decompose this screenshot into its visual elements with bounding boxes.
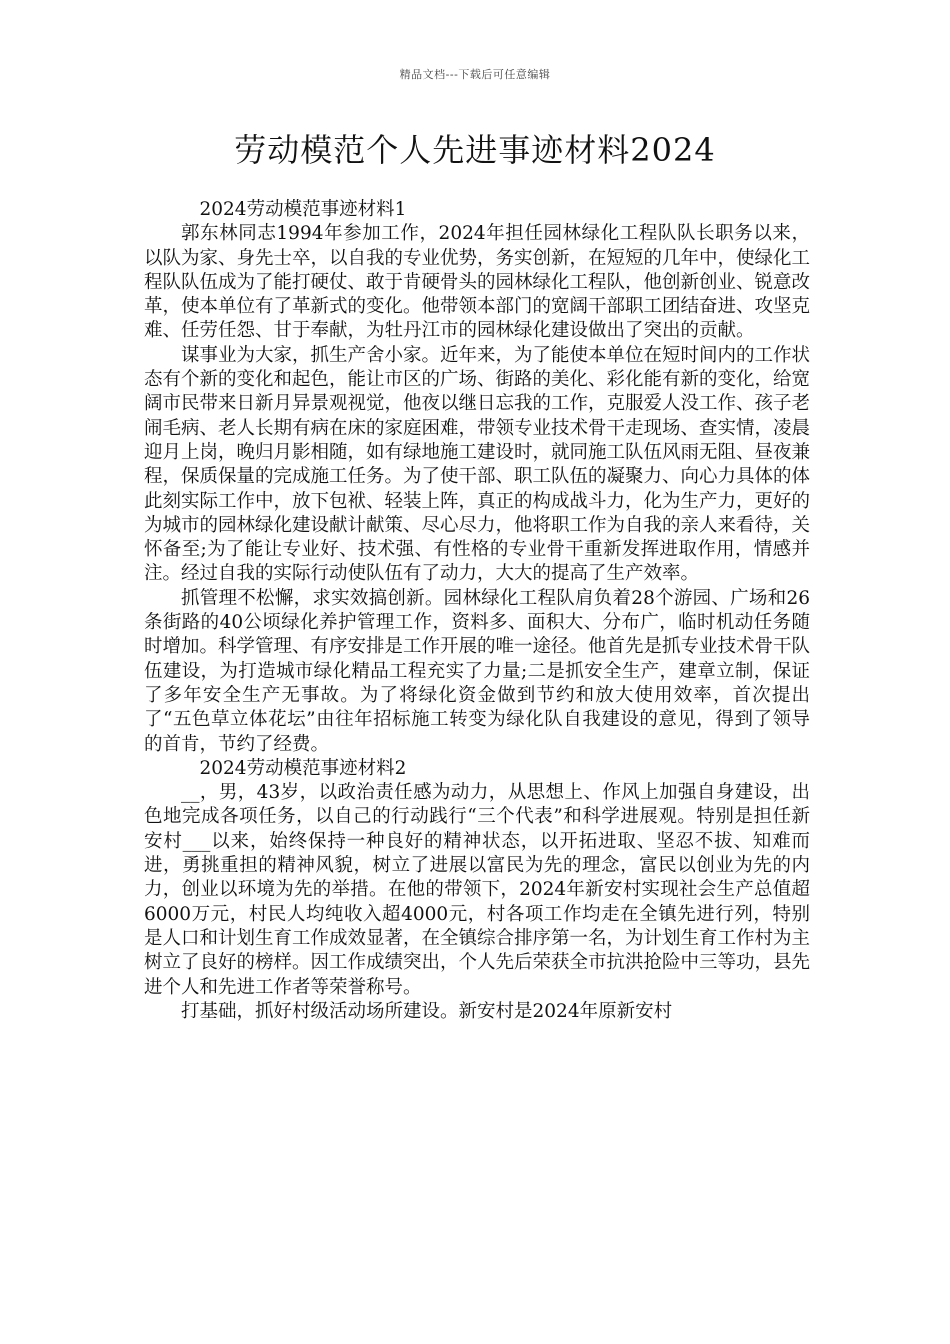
header-note: 精品文档---下载后可任意编辑 (399, 68, 551, 81)
paragraph: __，男，43岁，以政治责任感为动力，从思想上、作风上加强自身建设，出色地完成各项任务，以自己的行动践行“三个代表”和科学进展观。特别是担任新安村___以来，始终保持一种良好的精神状态，以开拓进取、坚忍不拔、知难而进，勇挑重担的精神风貌，树立了进展以富民为先的理念，富民以创业为先的内力，创业以环境为先的举措。在他的带领下，2024年新安村实现社会生产总值超6000万元，村民人均纯收入超4000元，村各项工作均走在全镇先进行列，特别是人口和计划生育工作成效显著，在全镇综合排序第一名，为计划生育工作村为主树立了良好的榜样。因工作成绩突出，个人先后荣获全市抗洪抢险中三等功，县先进个人和先进工作者等荣誉称号。 (144, 782, 811, 998)
document-body (144, 198, 810, 1024)
paragraph: 抓管理不松懈，求实效搞创新。园林绿化工程队肩负着28个游园、广场和26条街路的40公顷绿化养护管理工作，资料多、面积大、分布广，临时机动任务随时增加。科学管理、有序安排是工作开展的唯一途径。他首先是抓专业技术骨干队伍建设，为打造城市绿化精品工程充实了力量;二是抓安全生产，建章立制，保证了多年安全生产无事故。为了将绿化资金做到节约和放大使用效率，首次提出了“五色草立体花坛”由往年招标施工转变为绿化队自我建设的意见，得到了领导的首肯，节约了经费。 (144, 587, 811, 755)
paragraph: 谋事业为大家，抓生产舍小家。近年来，为了能使本单位在短时间内的工作状态有个新的变化和起色，能让市区的广场、街路的美化、彩化能有新的变化，给宽阔市民带来日新月异景观视觉，他夜以继日忘我的工作，克服爱人没工作、孩子老闹毛病、老人长期有病在床的家庭困难，带领专业技术骨干走现场、查实情，凌晨迎月上岗，晚归月影相随，如有绿地施工建设时，就同施工队伍风雨无阻、昼夜兼程，保质保量的完成施工任务。为了使干部、职工队伍的凝聚力、向心力具体的体此刻实际工作中，放下包袱、轻装上阵，真正的构成战斗力，化为生产力，更好的为城市的园林绿化建设献计献策、尽心尽力，他将职工作为自我的亲人来看待，关怀备至;为了能让专业好、技术强、有性格的专业骨干重新发挥进取作用，情感并注。经过自我的实际行动使队伍有了动力，大大的提高了生产效率。 (144, 344, 811, 585)
paragraph: 打基础，抓好村级活动场所建设。新安村是2024年原新安村 (181, 1000, 673, 1022)
section-heading-1: 2024劳动模范事迹材料1 (199, 199, 407, 220)
document-title: 劳动模范个人先进事迹材料2024 (234, 131, 716, 169)
paragraph: 郭东林同志1994年参加工作，2024年担任园林绿化工程队队长职务以来，以队为家、身先士卒，以自我的专业优势，务实创新，在短短的几年中，使绿化工程队队伍成为了能打硬仗、敢于肯硬骨头的园林绿化工程队，他创新创业、锐意改革，使本单位有了革新式的变化。他带领本部门的宽阔干部职工团结奋进、攻坚克难、任劳任怨、甘于奉献，为牡丹江市的园林绿化建设做出了突出的贡献。 (144, 223, 811, 342)
section-heading-2: 2024劳动模范事迹材料2 (199, 757, 407, 779)
